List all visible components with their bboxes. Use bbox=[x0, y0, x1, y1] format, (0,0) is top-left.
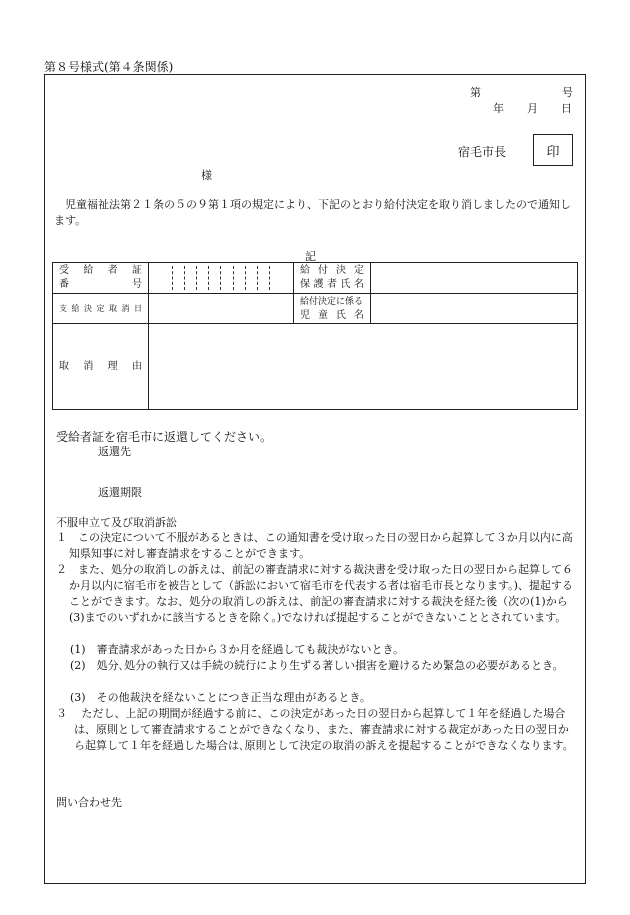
cancel-reason-value[interactable] bbox=[149, 324, 578, 410]
appeal-item-2-1: (1) 審査請求があった日から３か月を経過しても裁決がないとき。 bbox=[70, 643, 405, 656]
addressee-suffix: 様 bbox=[201, 169, 212, 182]
appeal-item-2: ２ また、処分の取消しの訴えは、前記の審査請求に対する裁決書を受け取った日の翌日から起算して６か月以内に宿毛市を被告として（訴訟において宿毛市を代表する者は宿毛市長となります。)、提起することができます。なお、処分の取消しの訴えは、前記の審査請求に対する裁決を経た後（次の(1)から(3)までのいずれかに該当するときを除く。)でなければ提起することができないこととされています。 bbox=[56, 563, 573, 624]
digit-box bbox=[209, 266, 221, 290]
digit-box bbox=[221, 266, 233, 290]
cancel-date-label-text: 支給決定取消日 bbox=[59, 303, 142, 313]
date-year: 年 bbox=[493, 102, 504, 115]
child-name-label-a: 給付決定に係る bbox=[300, 296, 364, 307]
digit-box bbox=[173, 266, 185, 290]
cancel-date-label bbox=[53, 294, 149, 324]
appeal-item-3: ３ ただし、上記の期間が経過する前に、この決定があった日の翌日から起算して１年を経過した場合は、原則として審査請求することができなくなり、また、審査請求に対する裁定があった日の翌日から起算して１年を経過した場合は､原則として決定の取消の訴えを提起することができなくなります。 bbox=[56, 707, 574, 752]
appeal-item-2-3: (3) その他裁決を経ないことにつき正当な理由があるとき。 bbox=[70, 691, 371, 704]
appeal-item-2-2: (2) 処分､処分の執行又は手続の続行により生ずる著しい損害を避けるため緊急の必要があるとき。 bbox=[70, 659, 564, 672]
guardian-name-label-a: 給 付 決 定 bbox=[300, 265, 364, 276]
guardian-name-label bbox=[294, 263, 371, 294]
doc-number-suffix: 号 bbox=[562, 86, 573, 99]
appeal-item-1: １ この決定について不服があるときは、この通知書を受け取った日の翌日から起算して３か月以内に高知県知事に対し審査請求をすることができます。 bbox=[56, 531, 573, 560]
issuer-name: 宿毛市長 bbox=[458, 145, 507, 159]
digit-box bbox=[234, 266, 246, 290]
digit-box bbox=[161, 266, 173, 290]
recipient-number-label-b: 番 号 bbox=[59, 279, 142, 290]
digit-box bbox=[197, 266, 209, 290]
form-number: 第８号様式(第４条関係) bbox=[44, 60, 174, 74]
digit-box bbox=[185, 266, 197, 290]
date-month: 月 bbox=[527, 102, 538, 115]
seal-box bbox=[533, 134, 573, 166]
return-notice: 受給者証を宿毛市に返還してください。 bbox=[56, 430, 273, 444]
guardian-name-value[interactable] bbox=[371, 263, 578, 294]
recipient-number-label-a: 受 給 者 証 bbox=[59, 265, 142, 276]
number-digit-boxes bbox=[149, 264, 293, 292]
date-day: 日 bbox=[561, 102, 572, 115]
document-frame bbox=[44, 74, 586, 884]
cancel-date-value[interactable] bbox=[149, 294, 294, 324]
recipient-number-boxes[interactable] bbox=[149, 263, 294, 294]
return-deadline-label: 返還期限 bbox=[98, 486, 142, 499]
appeal-title: 不服申立て及び取消訴訟 bbox=[56, 516, 177, 529]
seal-label: 印 bbox=[546, 144, 560, 160]
record-table bbox=[52, 262, 578, 410]
return-to-label: 返還先 bbox=[98, 445, 131, 458]
digit-box bbox=[270, 266, 281, 290]
contact-label: 問い合わせ先 bbox=[56, 796, 122, 809]
cancel-reason-label bbox=[53, 324, 149, 410]
intro-text: 児童福祉法第２１条の５の９第１項の規定により、下記のとおり給付決定を取り消しましたので通知します。 bbox=[54, 198, 571, 227]
digit-box bbox=[246, 266, 258, 290]
digit-box bbox=[258, 266, 270, 290]
ki-label: 記 bbox=[305, 250, 316, 263]
recipient-number-label bbox=[53, 263, 149, 294]
cancel-reason-label-text: 取 消 理 由 bbox=[59, 360, 142, 372]
child-name-value[interactable] bbox=[371, 294, 578, 324]
child-name-label-b: 児 童 氏 名 bbox=[300, 309, 364, 321]
child-name-label bbox=[294, 294, 371, 324]
doc-number-prefix: 第 bbox=[470, 86, 481, 99]
guardian-name-label-b: 保護者氏名 bbox=[300, 279, 364, 290]
